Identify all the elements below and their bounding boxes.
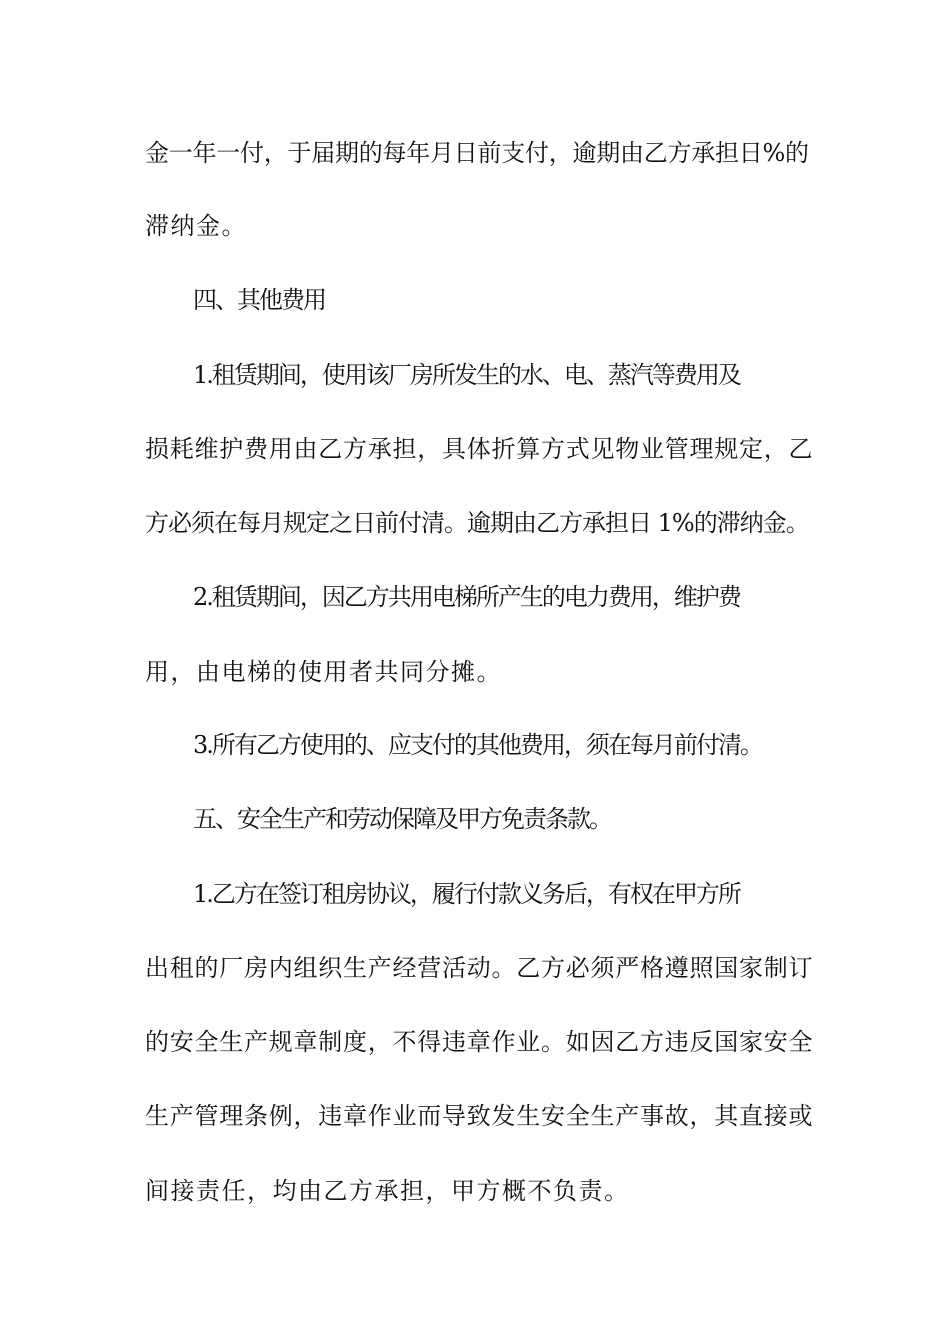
text-line: 生产管理条例，违章作业而导致发生安全生产事故，其直接或	[145, 1102, 814, 1130]
text-line: 出租的厂房内组织生产经营活动。乙方必须严格遵照国家制订	[145, 954, 814, 982]
text-line: 的安全生产规章制度，不得违章作业。如因乙方违反国家安全	[145, 1028, 814, 1056]
text-line: 金一年一付，于届期的每年月日前支付，逾期由乙方承担日%的	[145, 139, 809, 167]
text-line: 间接责任，均由乙方承担，甲方概不负责。	[145, 1177, 630, 1205]
text-line: 方必须在每月规定之日前付清。逾期由乙方承担日 1%的滞纳金。	[145, 509, 809, 537]
text-line: 损耗维护费用由乙方承担，具体折算方式见物业管理规定，乙	[145, 435, 814, 463]
text-line: 2.租赁期间，因乙方共用电梯所产生的电力费用，维护费	[193, 583, 740, 611]
text-line: 滞纳金。	[145, 212, 247, 240]
text-line: 1.乙方在签订租房协议，履行付款义务后，有权在甲方所	[193, 880, 740, 908]
text-line: 1.租赁期间，使用该厂房所发生的水、电、蒸汽等费用及	[193, 361, 740, 389]
section-heading: 四、其他费用	[193, 286, 325, 314]
text-line: 用，由电梯的使用者共同分摊。	[145, 658, 502, 686]
text-line: 3.所有乙方使用的、应支付的其他费用，须在每月前付清。	[193, 731, 762, 759]
section-heading: 五、安全生产和劳动保障及甲方免责条款。	[193, 805, 611, 833]
